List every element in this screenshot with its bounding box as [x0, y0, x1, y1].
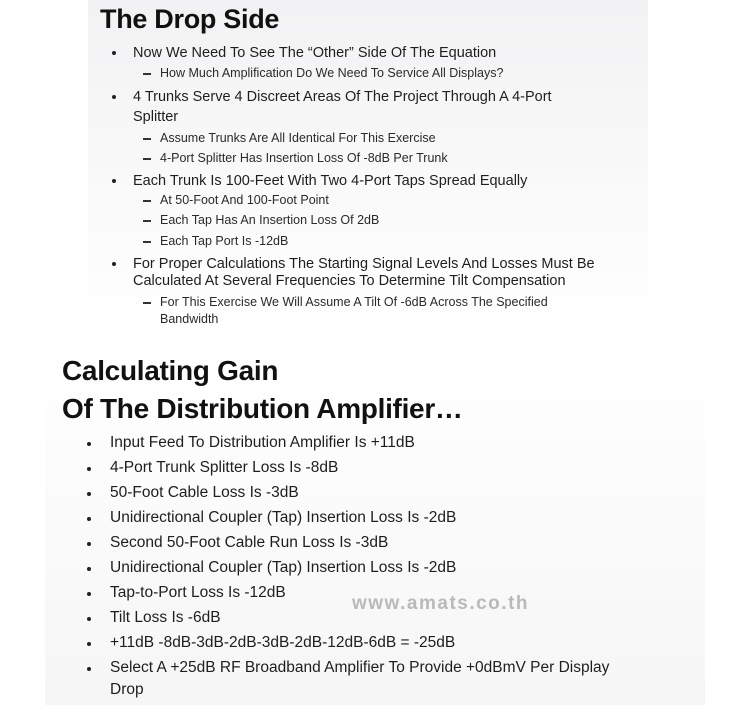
bullet-dot: [87, 542, 91, 546]
slide2-item-continued: Drop: [110, 681, 144, 698]
bullet-dot: [87, 517, 91, 521]
bullet-dot: [112, 262, 116, 266]
sub-bullet-dash: [143, 220, 151, 222]
sub-bullet-dash: [143, 158, 151, 160]
slide2-item: Unidirectional Coupler (Tap) Insertion Loss Is -2dB: [110, 509, 457, 526]
slide2-title-line1: Calculating Gain: [62, 355, 279, 386]
slide1-bullet-3: Each Trunk Is 100-Feet With Two 4-Port Taps Spread Equally: [133, 173, 528, 189]
slide2-item: Tilt Loss Is -6dB: [110, 609, 221, 626]
slide2-item: +11dB -8dB-3dB-2dB-3dB-2dB-12dB-6dB = -25dB: [110, 634, 456, 651]
slide1-sub-bullet-1: How Much Amplification Do We Need To Service All Displays?: [160, 66, 504, 80]
slide1-bullet-2-line2: Splitter: [133, 109, 179, 125]
slide2-item: 4-Port Trunk Splitter Loss Is -8dB: [110, 459, 339, 476]
slide1-sub-bullet-4-line2: Bandwidth: [160, 312, 219, 326]
bullet-dot: [87, 617, 91, 621]
bullet-dot: [87, 492, 91, 496]
slide2-item: Input Feed To Distribution Amplifier Is +11dB: [110, 434, 415, 451]
slide1-sub-bullet-3c: Each Tap Port Is -12dB: [160, 234, 289, 248]
slide1-bullet-1: Now We Need To See The “Other” Side Of The Equation: [133, 45, 497, 61]
slide1-bullet-4-line1: For Proper Calculations The Starting Signal Levels And Losses Must Be: [133, 256, 595, 272]
bullet-dot: [87, 642, 91, 646]
slide2-item: Select A +25dB RF Broadband Amplifier To Provide +0dBmV Per Display: [110, 659, 610, 676]
watermark-text: www.amats.co.th: [352, 593, 529, 614]
bullet-dot: [112, 51, 116, 55]
slide2-item: Second 50-Foot Cable Run Loss Is -3dB: [110, 534, 389, 551]
slide2-item: Tap-to-Port Loss Is -12dB: [110, 584, 286, 601]
slide1-title: The Drop Side: [100, 4, 280, 34]
slide1-sub-bullet-2a: Assume Trunks Are All Identical For This Exercise: [160, 131, 436, 145]
sub-bullet-dash: [143, 200, 151, 202]
slide2-item: 50-Foot Cable Loss Is -3dB: [110, 484, 299, 501]
bullet-dot: [87, 467, 91, 471]
slide1-sub-bullet-4-line1: For This Exercise We Will Assume A Tilt Of -6dB Across The Specified: [160, 295, 548, 309]
slide1-bullet-4-line2: Calculated At Several Frequencies To Determine Tilt Compensation: [133, 273, 566, 289]
sub-bullet-dash: [143, 302, 151, 304]
slide2-title-line2: Of The Distribution Amplifier…: [62, 393, 463, 424]
slide2-title: [62, 352, 463, 428]
sub-bullet-dash: [143, 138, 151, 140]
slide1-bullet-2-line1: 4 Trunks Serve 4 Discreet Areas Of The Project Through A 4-Port: [133, 89, 552, 105]
slide1-sub-bullet-3b: Each Tap Has An Insertion Loss Of 2dB: [160, 213, 380, 227]
sub-bullet-dash: [143, 73, 151, 75]
bullet-dot: [87, 592, 91, 596]
bullet-dot: [87, 567, 91, 571]
slide1-sub-bullet-2b: 4-Port Splitter Has Insertion Loss Of -8dB Per Trunk: [160, 151, 448, 165]
bullet-dot: [87, 442, 91, 446]
bullet-dot: [112, 95, 116, 99]
slide1-sub-bullet-3a: At 50-Foot And 100-Foot Point: [160, 193, 329, 207]
slide2-item: Unidirectional Coupler (Tap) Insertion Loss Is -2dB: [110, 559, 457, 576]
bullet-dot: [87, 667, 91, 671]
sub-bullet-dash: [143, 241, 151, 243]
bullet-dot: [112, 179, 116, 183]
